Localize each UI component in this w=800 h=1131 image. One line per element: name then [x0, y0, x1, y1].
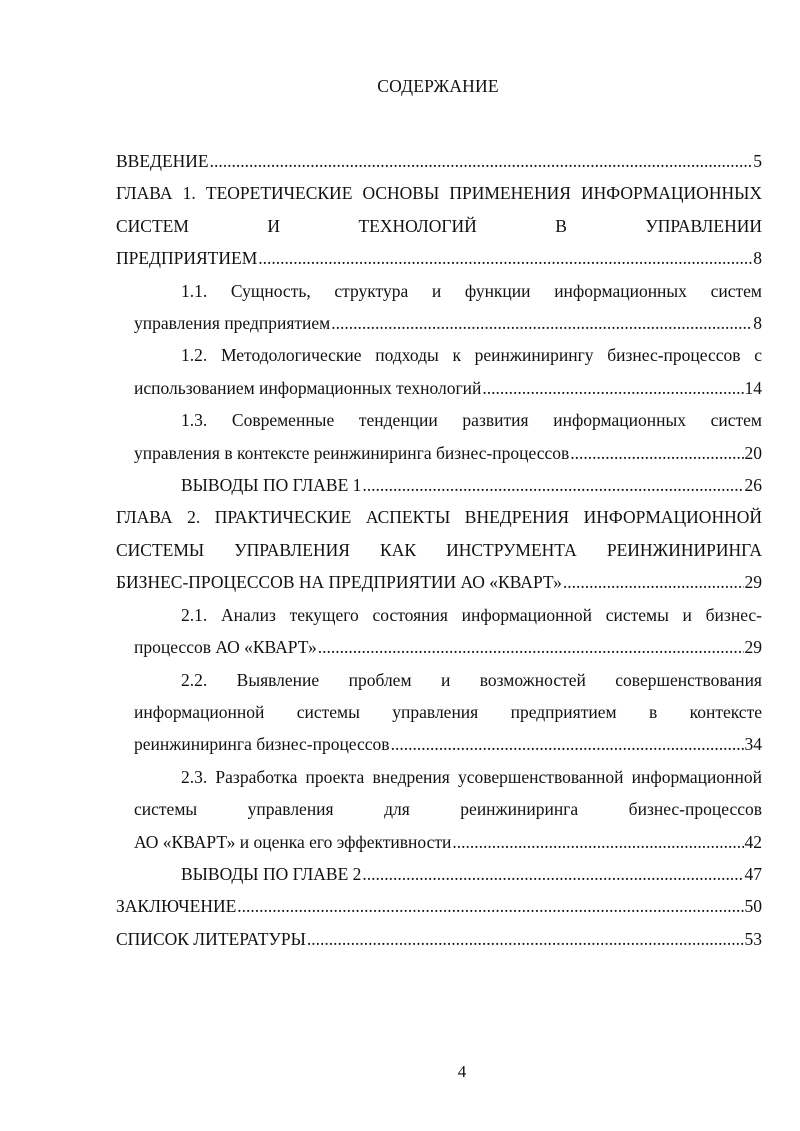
toc-leader-dots — [331, 307, 752, 339]
toc-leader-dots — [307, 923, 744, 955]
toc-entry-chapter-2[interactable] — [116, 501, 762, 598]
toc-leader-dots — [237, 890, 743, 922]
toc-entry-title: ПРЕДПРИЯТИЕМ — [116, 248, 258, 269]
toc-entry-title: СПИСОК ЛИТЕРАТУРЫ — [116, 928, 306, 949]
toc-leader-dots — [452, 826, 743, 858]
toc-page-number: 20 — [744, 442, 762, 463]
toc-entry-title-lines: ГЛАВА 1. ТЕОРЕТИЧЕСКИЕ ОСНОВЫ ПРИМЕНЕНИЯ ИНФОРМАЦИОННЫХ СИСТЕМ И ТЕХНОЛОГИЙ В УПРАВЛЕНИИ — [116, 183, 762, 236]
page-title: СОДЕРЖАНИЕ — [377, 76, 499, 96]
toc-page-number: 42 — [744, 831, 762, 852]
toc-leader-dots — [563, 566, 744, 598]
toc-entry-section-2-3[interactable] — [116, 761, 762, 858]
page-number: 4 — [457, 1062, 467, 1081]
toc-leader-dots — [482, 372, 743, 404]
toc-entry-title-lines: 2.3. Разработка проекта внедрения усовершенствованной информационной системы управления для реинжиниринга бизнес-процессов — [134, 766, 762, 820]
toc-entry-title: ЗАКЛЮЧЕНИЕ — [116, 896, 237, 917]
table-of-contents — [116, 145, 762, 955]
toc-page-number: 8 — [753, 313, 762, 334]
toc-entry-title: ВЫВОДЫ ПО ГЛАВЕ 2 — [181, 863, 362, 884]
toc-page-number: 29 — [744, 572, 762, 593]
toc-entry-conclusions-chapter-1[interactable] — [116, 469, 762, 501]
toc-entry-title: использованием информационных технологий — [134, 377, 482, 398]
toc-leader-dots — [318, 631, 744, 663]
toc-leader-dots — [570, 437, 743, 469]
toc-page-number: 26 — [744, 475, 762, 496]
toc-page-number: 8 — [753, 248, 762, 269]
toc-leader-dots — [258, 242, 752, 274]
toc-page-number: 50 — [744, 896, 762, 917]
toc-entry-title-lines: ГЛАВА 2. ПРАКТИЧЕСКИЕ АСПЕКТЫ ВНЕДРЕНИЯ ИНФОРМАЦИОННОЙ СИСТЕМЫ УПРАВЛЕНИЯ КАК ИНСТРУМЕНТА РЕИНЖИНИРИНГА — [116, 507, 762, 560]
toc-page-number: 53 — [744, 928, 762, 949]
toc-entry-title-lines: 1.1. Сущность, структура и функции информационных систем — [181, 280, 762, 301]
toc-page-number: 34 — [744, 734, 762, 755]
toc-entry-section-2-2[interactable] — [116, 664, 762, 761]
toc-entry-section-1-2[interactable] — [116, 339, 762, 404]
toc-entry-title-lines: 2.1. Анализ текущего состояния информационной системы и бизнес- — [181, 604, 762, 625]
toc-leader-dots — [391, 728, 744, 760]
toc-entry-section-1-3[interactable] — [116, 404, 762, 469]
toc-entry-title: ВЫВОДЫ ПО ГЛАВЕ 1 — [181, 475, 362, 496]
toc-entry-title: управления предприятием — [134, 313, 331, 334]
toc-page-number: 14 — [744, 377, 762, 398]
toc-leader-dots — [210, 145, 753, 177]
toc-entry-section-1-1[interactable] — [116, 275, 762, 340]
toc-entry-title: БИЗНЕС-ПРОЦЕССОВ НА ПРЕДПРИЯТИИ АО «КВАРТ» — [116, 572, 562, 593]
toc-entry-title: управления в контексте реинжиниринга бизнес-процессов — [134, 442, 570, 463]
toc-entry-references[interactable] — [116, 923, 762, 955]
toc-page-number: 5 — [753, 151, 762, 171]
toc-entry-chapter-1[interactable] — [116, 177, 762, 274]
toc-leader-dots — [362, 469, 743, 501]
toc-entry-title: процессов АО «КВАРТ» — [134, 637, 317, 658]
toc-leader-dots — [362, 858, 743, 890]
toc-entry-title: ВВЕДЕНИЕ — [116, 151, 209, 171]
toc-entry-section-2-1[interactable] — [116, 599, 762, 664]
toc-entry-introduction[interactable] — [116, 145, 762, 177]
toc-page-number: 29 — [744, 637, 762, 658]
toc-page-number: 47 — [744, 863, 762, 884]
toc-entry-title-lines: 2.2. Выявление проблем и возможностей совершенствования информационной системы управления предприятием в контексте — [134, 669, 762, 722]
toc-entry-conclusion[interactable] — [116, 890, 762, 922]
toc-entry-title: АО «КВАРТ» и оценка его эффективности — [134, 831, 452, 852]
toc-entry-conclusions-chapter-2[interactable] — [116, 858, 762, 890]
toc-entry-title: реинжиниринга бизнес-процессов — [134, 734, 390, 755]
toc-entry-title-lines: 1.3. Современные тенденции развития информационных систем — [181, 410, 762, 431]
toc-entry-title-lines: 1.2. Методологические подходы к реинжинирингу бизнес-процессов с — [181, 345, 762, 366]
